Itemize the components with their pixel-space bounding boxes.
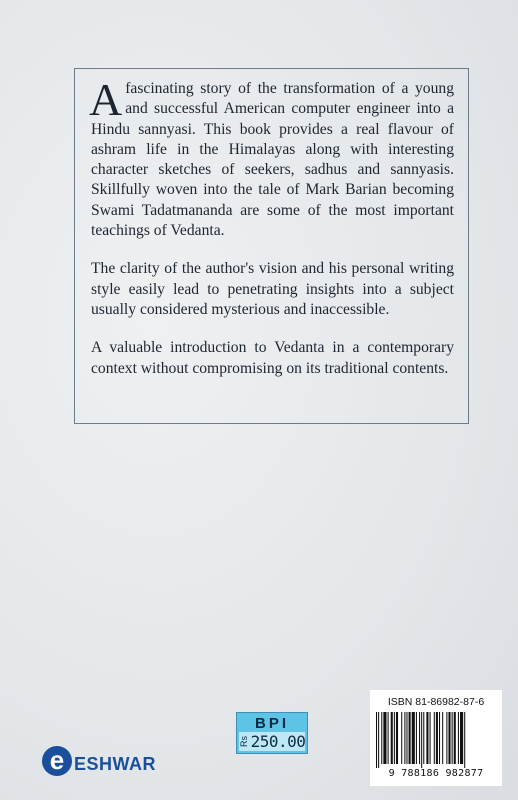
barcode-icon [376,712,496,768]
publisher-logo [42,746,156,776]
price-sticker-label: BPI [254,715,289,732]
barcode-bar [412,712,415,764]
barcode-bar [426,712,428,764]
barcode-bar [401,712,402,764]
price-sticker-value-area [239,732,305,751]
barcode-bar [464,712,465,768]
price-value: 250.00 [250,732,306,751]
barcode-bar [430,712,431,764]
barcode-bar [436,712,438,764]
back-cover-blurb-box [74,68,469,424]
publisher-e-icon: e [42,746,72,776]
barcode-bar [394,712,395,764]
isbn-text: ISBN 81-86982-87-6 [387,696,485,708]
barcode-bar [454,712,456,764]
barcode-bar [448,712,450,764]
barcode-bar [460,712,463,764]
blurb-paragraph-3: A valuable introduction to Vedanta in a contemporary context without compromising on its traditional contents. [91,339,454,377]
barcode-bar [439,712,440,764]
barcode-bar [378,712,379,768]
blurb-paragraph-1 [89,74,454,241]
barcode-digits: 9 788186 982877 [388,768,484,779]
price-sticker [236,712,308,754]
barcode-bar [458,712,459,764]
barcode-bar [406,712,407,764]
barcode-panel [370,690,502,786]
barcode-bar [434,712,435,764]
blurb-paragraph-1-text: fascinating story of the transformation of a young and successful American computer engineer into a Hindu sannyasi. This book provides a real flavour of ashram life in the Himalayas along with interesting character sketches of seekers, sadhus and sannyasis. Skillfully woven into the tale of Mark Barian becoming Swami Tadatmananda are some of the most important teachings of Vedanta. [91,80,454,240]
drop-cap: A [89,74,123,125]
barcode-bar [442,712,443,764]
barcode-bar [452,712,453,764]
blurb-paragraph-2: The clarity of the author's vision and his personal writing style easily lead to penetrating insights into a subject usually considered mysterious and inaccessible. [91,260,454,318]
barcode-bar [421,712,422,768]
barcode-bar [391,712,393,764]
barcode-bar [419,712,420,764]
publisher-name: ESHWAR [74,753,157,774]
barcode-bar [409,712,411,764]
barcode-bar [404,712,405,764]
barcode-bar [396,712,398,764]
barcode-bar [446,712,447,764]
barcode-bar [423,712,424,764]
barcode-bar [416,712,417,764]
barcode-bar [376,712,377,768]
price-currency: Rs [238,736,249,747]
barcode-bar [381,712,382,764]
barcode-bar [383,712,386,764]
barcode-bar [388,712,389,764]
